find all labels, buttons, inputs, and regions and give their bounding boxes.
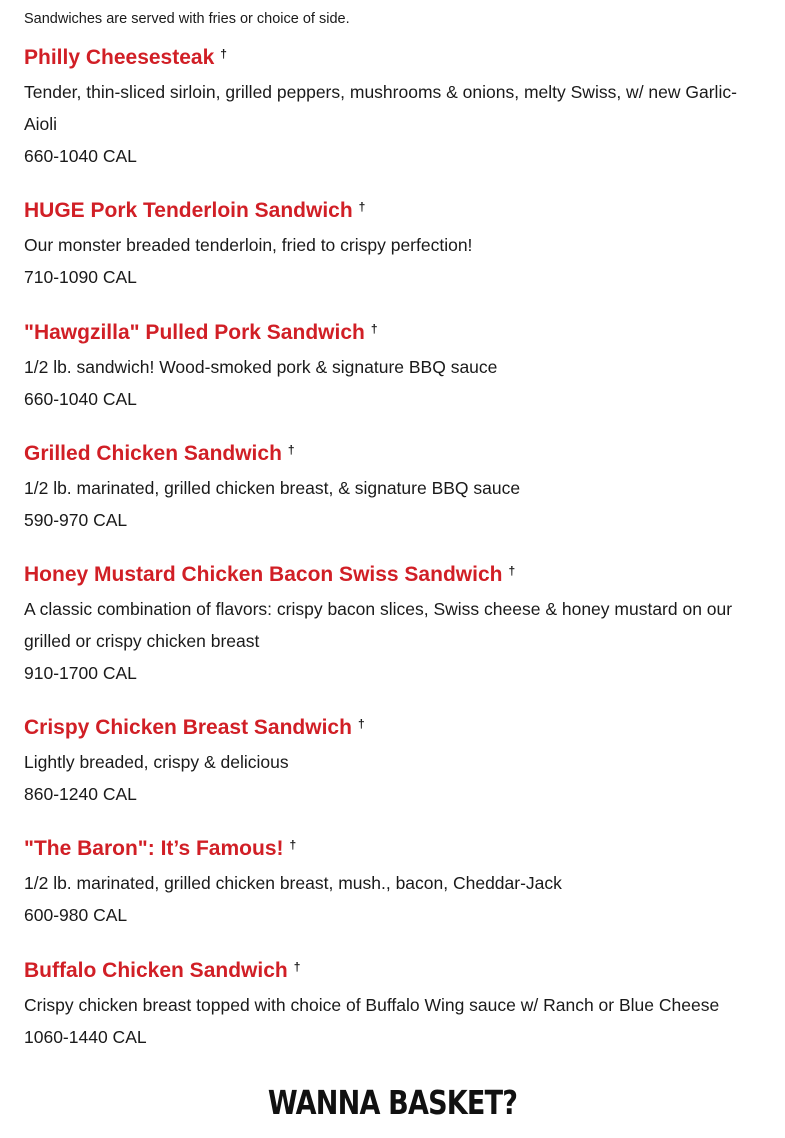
- item-title: [24, 958, 719, 984]
- item-description: Our monster breaded tenderloin, fried to crispy perfection!: [24, 235, 473, 255]
- menu-item: [24, 715, 365, 810]
- item-title: [24, 836, 562, 862]
- item-description: Lightly breaded, crispy & delicious: [24, 752, 289, 772]
- dagger-mark: †: [220, 47, 227, 61]
- dagger-mark: †: [287, 443, 295, 457]
- menu-item: [24, 958, 719, 1053]
- item-title-text: Philly Cheesesteak: [24, 46, 215, 69]
- menu-item: [24, 441, 520, 536]
- item-calories: 710-1090 CAL: [24, 267, 137, 287]
- menu-item: [24, 836, 562, 931]
- item-title-text: Buffalo Chicken Sandwich: [24, 959, 288, 982]
- dagger-mark: †: [508, 564, 516, 578]
- item-calories: 600-980 CAL: [24, 905, 128, 925]
- item-description: 1/2 lb. marinated, grilled chicken breast, & signature BBQ sauce: [24, 478, 521, 498]
- item-calories: 860-1240 CAL: [24, 784, 137, 804]
- item-calories: 660-1040 CAL: [24, 389, 137, 409]
- item-description: 1/2 lb. marinated, grilled chicken breast, mush., bacon, Cheddar-Jack: [24, 873, 562, 893]
- item-title: [24, 198, 472, 224]
- item-title: [24, 441, 520, 467]
- item-title: [24, 45, 764, 71]
- intro-note: Sandwiches are served with fries or choice of side.: [24, 11, 350, 27]
- item-calories: 910-1700 CAL: [24, 663, 137, 683]
- dagger-mark: †: [289, 838, 297, 852]
- item-title: [24, 562, 764, 588]
- item-title-text: Honey Mustard Chicken Bacon Swiss Sandwich: [24, 563, 503, 586]
- item-title: [24, 320, 497, 346]
- dagger-mark: †: [370, 322, 378, 336]
- item-calories: 1060-1440 CAL: [24, 1027, 147, 1047]
- item-calories: 590-970 CAL: [24, 510, 128, 530]
- menu-item: [24, 320, 497, 415]
- item-title-text: "Hawgzilla" Pulled Pork Sandwich: [24, 321, 365, 344]
- menu-item: [24, 45, 764, 172]
- menu-item: [24, 562, 764, 689]
- item-title-text: "The Baron": It’s Famous!: [24, 837, 284, 860]
- basket-section-heading: WANNA BASKET?: [267, 1083, 518, 1122]
- menu-section: [24, 0, 764, 1047]
- dagger-mark: †: [293, 960, 301, 974]
- dagger-mark: †: [357, 717, 365, 731]
- item-title-text: HUGE Pork Tenderloin Sandwich: [24, 199, 353, 222]
- item-calories: 660-1040 CAL: [24, 146, 137, 166]
- item-title-text: Crispy Chicken Breast Sandwich: [24, 716, 352, 739]
- item-title-text: Grilled Chicken Sandwich: [24, 442, 282, 465]
- dagger-mark: †: [358, 200, 366, 214]
- item-description: Crispy chicken breast topped with choice of Buffalo Wing sauce w/ Ranch or Blue Cheese: [24, 995, 720, 1015]
- item-description: 1/2 lb. sandwich! Wood-smoked pork & signature BBQ sauce: [24, 357, 498, 377]
- item-description: Tender, thin-sliced sirloin, grilled peppers, mushrooms & onions, melty Swiss, w/ new Garlic-Aioli: [24, 82, 737, 134]
- menu-item: [24, 198, 472, 293]
- item-title: [24, 715, 365, 741]
- item-description: A classic combination of flavors: crispy bacon slices, Swiss cheese & honey mustard on our grilled or crispy chicken breast: [24, 599, 733, 651]
